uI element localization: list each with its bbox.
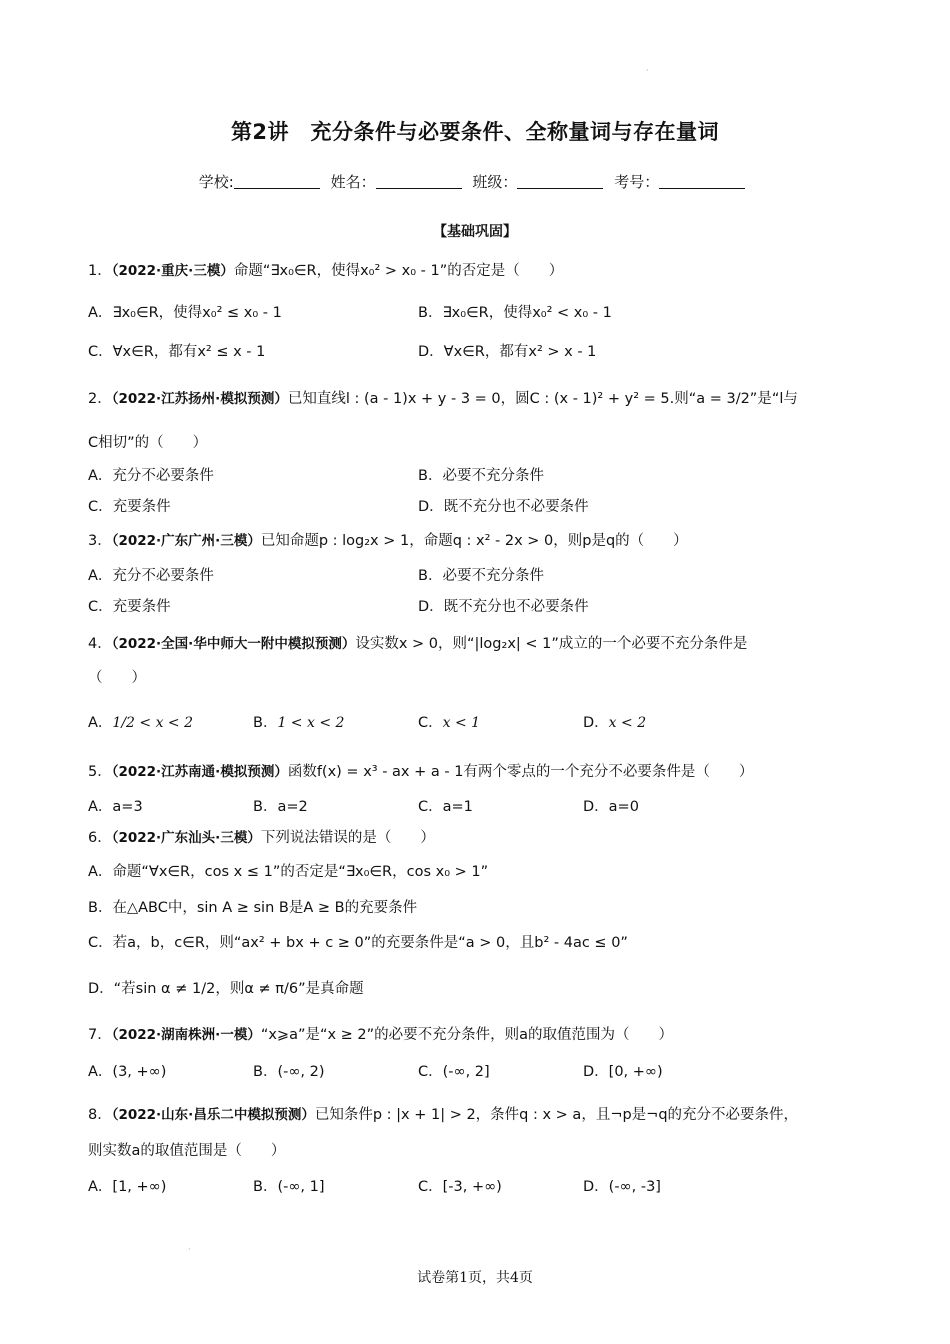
q3-option-c[interactable]: C．充要条件: [88, 599, 171, 615]
school-label: 学校:: [198, 173, 234, 191]
class-blank[interactable]: [517, 174, 603, 189]
question-number: 6．: [88, 830, 112, 846]
q1-option-c[interactable]: C．∀x∈R，都有x² ≤ x - 1: [88, 344, 266, 360]
q3-option-a[interactable]: A．充分不必要条件: [88, 568, 214, 584]
q6-option-c[interactable]: C．若a，b，c∈R，则“ax² + bx + c ≥ 0”的充要条件是“a > 0，且b² - 4ac ≤ 0”: [88, 935, 628, 951]
question-3: [88, 529, 688, 550]
question-source: （2022·全国·华中师大一附中模拟预测）: [111, 636, 356, 652]
q2-option-d[interactable]: D．既不充分也不必要条件: [418, 499, 589, 515]
name-label: 姓名：: [330, 173, 376, 191]
q2-option-c[interactable]: C．充要条件: [88, 499, 171, 515]
q8-option-a[interactable]: A．[1, +∞): [88, 1179, 167, 1195]
q1-option-d[interactable]: D．∀x∈R，都有x² > x - 1: [418, 344, 597, 360]
question-number: 1．: [88, 263, 112, 279]
option-letter: B．: [253, 715, 278, 731]
q1-option-a[interactable]: A．∃x₀∈R，使得x₀² ≤ x₀ - 1: [88, 305, 282, 321]
question-number: 7．: [88, 1027, 112, 1043]
question-8-continued: 则实数a的取值范围是（ ）: [88, 1143, 286, 1159]
question-6: [88, 826, 435, 847]
q4-option-c[interactable]: [418, 711, 480, 732]
option-letter: C．: [418, 715, 443, 731]
question-stem: 命题“∃x₀∈R，使得x₀² > x₀ - 1”的否定是（ ）: [233, 263, 564, 279]
question-2-continued: C相切”的（ ）: [88, 435, 208, 451]
name-blank[interactable]: [376, 174, 462, 189]
exam-number-blank[interactable]: [659, 174, 745, 189]
q7-option-c[interactable]: C．(-∞, 2]: [418, 1064, 490, 1080]
q5-option-b[interactable]: B．a=2: [253, 799, 308, 815]
student-info-row: [0, 171, 950, 192]
q5-option-a[interactable]: A．a=3: [88, 799, 143, 815]
question-source: （2022·湖南株洲·一模）: [111, 1027, 261, 1043]
question-stem: 设实数x > 0，则“|log₂x| < 1”成立的一个必要不充分条件是: [355, 636, 748, 652]
q7-option-a[interactable]: A．(3, +∞): [88, 1064, 167, 1080]
page-title: 第2讲 充分条件与必要条件、全称量词与存在量词: [230, 120, 720, 144]
q8-option-b[interactable]: B．(-∞, 1]: [253, 1179, 325, 1195]
page-footer: 试卷第1页，共4页: [417, 1270, 533, 1286]
question-stem: 下列说法错误的是（ ）: [260, 830, 435, 846]
question-source: （2022·重庆·三模）: [111, 263, 234, 279]
question-source: （2022·山东·昌乐二中模拟预测）: [111, 1107, 315, 1123]
question-source: （2022·江苏扬州·模拟预测）: [111, 391, 288, 407]
option-letter: D．: [583, 715, 609, 731]
q5-option-d[interactable]: D．a=0: [583, 799, 639, 815]
page-mark-bottom: ·: [188, 1245, 191, 1254]
question-2: [88, 387, 798, 408]
question-number: 2．: [88, 391, 112, 407]
exam-number-label: 考号：: [614, 173, 660, 191]
question-1: [88, 259, 563, 280]
q6-option-a[interactable]: A．命题“∀x∈R，cos x ≤ 1”的否定是“∃x₀∈R，cos x₀ > 1”: [88, 864, 489, 880]
q3-option-d[interactable]: D．既不充分也不必要条件: [418, 599, 589, 615]
question-stem: “x⩾a”是“x ≥ 2”的必要不充分条件，则a的取值范围为（ ）: [260, 1027, 674, 1043]
question-stem: 已知命题p : log₂x > 1，命题q : x² - 2x > 0，则p是q的（ ）: [260, 533, 688, 549]
q6-option-d[interactable]: D．“若sin α ≠ 1/2，则α ≠ π/6”是真命题: [88, 981, 364, 997]
question-8: [88, 1103, 798, 1124]
option-letter: A．: [88, 715, 113, 731]
q8-option-d[interactable]: D．(-∞, -3]: [583, 1179, 661, 1195]
q5-option-c[interactable]: C．a=1: [418, 799, 473, 815]
option-math: 1/2 < x < 2: [112, 715, 194, 731]
question-stem: 已知条件p : |x + 1| > 2，条件q : x > a，且¬p是¬q的充分不必要条件，: [314, 1107, 799, 1123]
q4-option-d[interactable]: [583, 711, 646, 732]
question-4-continued: （ ）: [88, 670, 146, 686]
question-number: 5．: [88, 764, 112, 780]
question-7: [88, 1023, 673, 1044]
page-mark: ·: [646, 66, 649, 75]
q8-option-c[interactable]: C．[-3, +∞): [418, 1179, 502, 1195]
school-blank[interactable]: [234, 174, 320, 189]
q7-option-d[interactable]: D．[0, +∞): [583, 1064, 663, 1080]
option-math: 1 < x < 2: [277, 715, 345, 731]
q1-option-b[interactable]: B．∃x₀∈R，使得x₀² < x₀ - 1: [418, 305, 612, 321]
question-source: （2022·江苏南通·模拟预测）: [111, 764, 288, 780]
question-5: [88, 760, 753, 781]
question-number: 4．: [88, 636, 112, 652]
class-label: 班级：: [472, 173, 518, 191]
question-stem: 已知直线l : (a - 1)x + y - 3 = 0，圆C : (x - 1)² + y² = 5.则“a = 3/2”是“l与: [287, 391, 798, 407]
question-source: （2022·广东汕头·三模）: [111, 830, 261, 846]
q2-option-a[interactable]: A．充分不必要条件: [88, 468, 214, 484]
q2-option-b[interactable]: B．必要不充分条件: [418, 468, 544, 484]
q3-option-b[interactable]: B．必要不充分条件: [418, 568, 544, 584]
option-math: x < 1: [442, 715, 481, 731]
q7-option-b[interactable]: B．(-∞, 2): [253, 1064, 325, 1080]
question-4: [88, 632, 747, 653]
question-stem: 函数f(x) = x³ - ax + a - 1有两个零点的一个充分不必要条件是（ ）: [287, 764, 754, 780]
q4-option-b[interactable]: [253, 711, 344, 732]
question-number: 8．: [88, 1107, 112, 1123]
option-math: x < 2: [608, 715, 647, 731]
q4-option-a[interactable]: [88, 711, 193, 732]
question-source: （2022·广东广州·三模）: [111, 533, 261, 549]
question-number: 3．: [88, 533, 112, 549]
q6-option-b[interactable]: B．在△ABC中，sin A ≥ sin B是A ≥ B的充要条件: [88, 900, 418, 916]
section-title: 【基础巩固】: [433, 224, 517, 240]
